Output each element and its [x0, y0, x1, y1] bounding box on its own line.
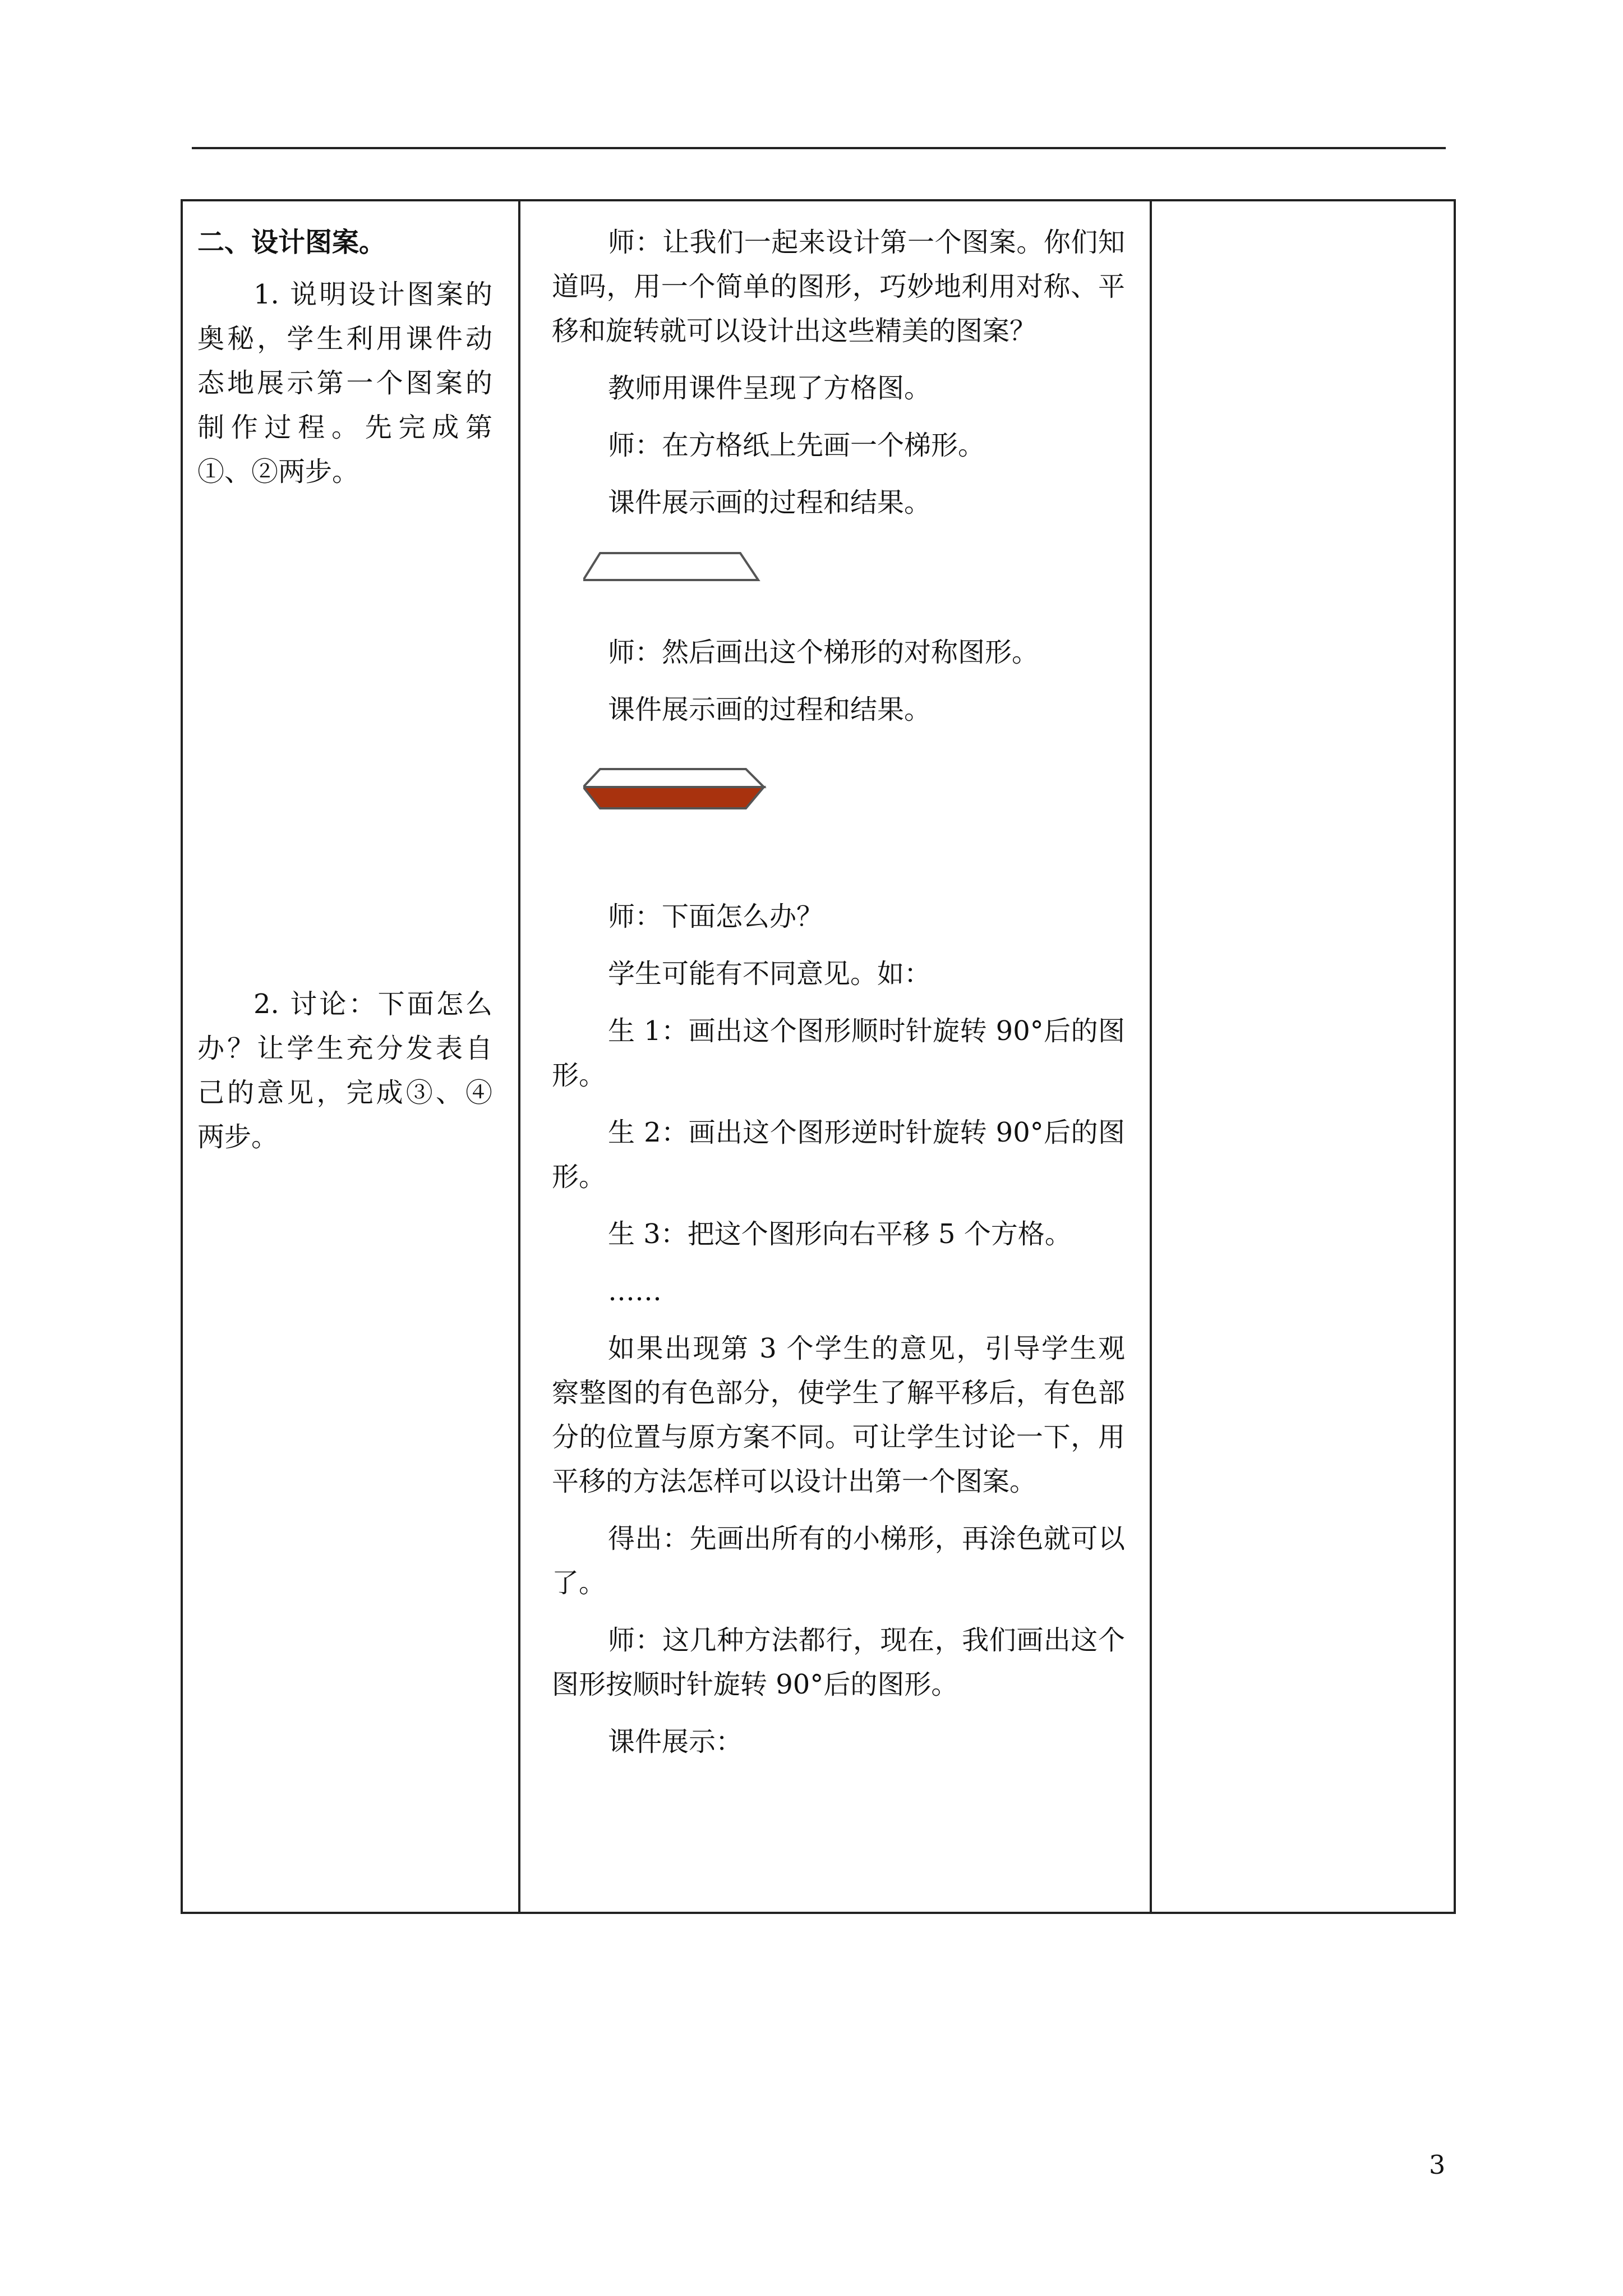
paragraph-10: 生 2：画出这个图形逆时针旋转 90°后的图形。	[552, 1117, 1125, 1193]
section-title: 二、设计图案。	[197, 227, 386, 258]
paragraph-8: 学生可能有不同意见。如：	[608, 958, 932, 990]
paragraph-4: 课件展示画的过程和结果。	[608, 487, 932, 518]
paragraph-9: 生 1：画出这个图形顺时针旋转 90°后的图形。	[552, 1015, 1125, 1091]
symmetric-trapezoid-shape	[583, 765, 785, 843]
paragraph-13: 如果出现第 3 个学生的意见，引导学生观察整图的有色部分，使学生了解平移后，有色部分的位置与原方案不同。可让学生讨论一下，用平移的方法怎样可以设计出第一个图案。	[552, 1333, 1125, 1497]
trapezoid-outline-shape	[583, 547, 774, 615]
paragraph-7: 师：下面怎么办？	[608, 901, 824, 932]
paragraph-2: 教师用课件呈现了方格图。	[608, 372, 932, 404]
paragraph-14: 得出：先画出所有的小梯形，再涂色就可以了。	[552, 1523, 1125, 1599]
paragraph-16: 课件展示：	[608, 1726, 743, 1757]
step-1-note: 1. 说明设计图案的奥秘，学生利用课件动态地展示第一个图案的制作过程。先完成第①、②两步。	[197, 279, 492, 487]
paragraph-3: 师：在方格纸上先画一个梯形。	[608, 430, 985, 461]
ellipsis: ……	[608, 1276, 662, 1307]
paragraph-5: 师：然后画出这个梯形的对称图形。	[608, 637, 1039, 668]
symmetric-trapezoid-figure	[552, 732, 1125, 839]
paragraph-1: 师：让我们一起来设计第一个图案。你们知道吗，用一个简单的图形，巧妙地利用对称、平移和旋转就可以设计出这些精美的图案？	[552, 227, 1125, 347]
left-column	[183, 201, 518, 1912]
lesson-table	[181, 199, 1456, 1914]
middle-column	[520, 201, 1150, 1912]
page-number: 3	[1429, 2150, 1446, 2180]
paragraph-6: 课件展示画的过程和结果。	[608, 694, 932, 725]
right-column	[1152, 201, 1454, 1912]
step-2-note: 2. 讨论：下面怎么办？让学生充分发表自己的意见，完成③、④两步。	[197, 988, 492, 1153]
paragraph-11: 生 3：把这个图形向右平移 5 个方格。	[608, 1218, 1072, 1250]
paragraph-15: 师：这几种方法都行，现在，我们画出这个图形按顺时针旋转 90°后的图形。	[552, 1625, 1125, 1700]
trapezoid-figure	[552, 525, 1125, 609]
header-rule	[192, 147, 1446, 149]
